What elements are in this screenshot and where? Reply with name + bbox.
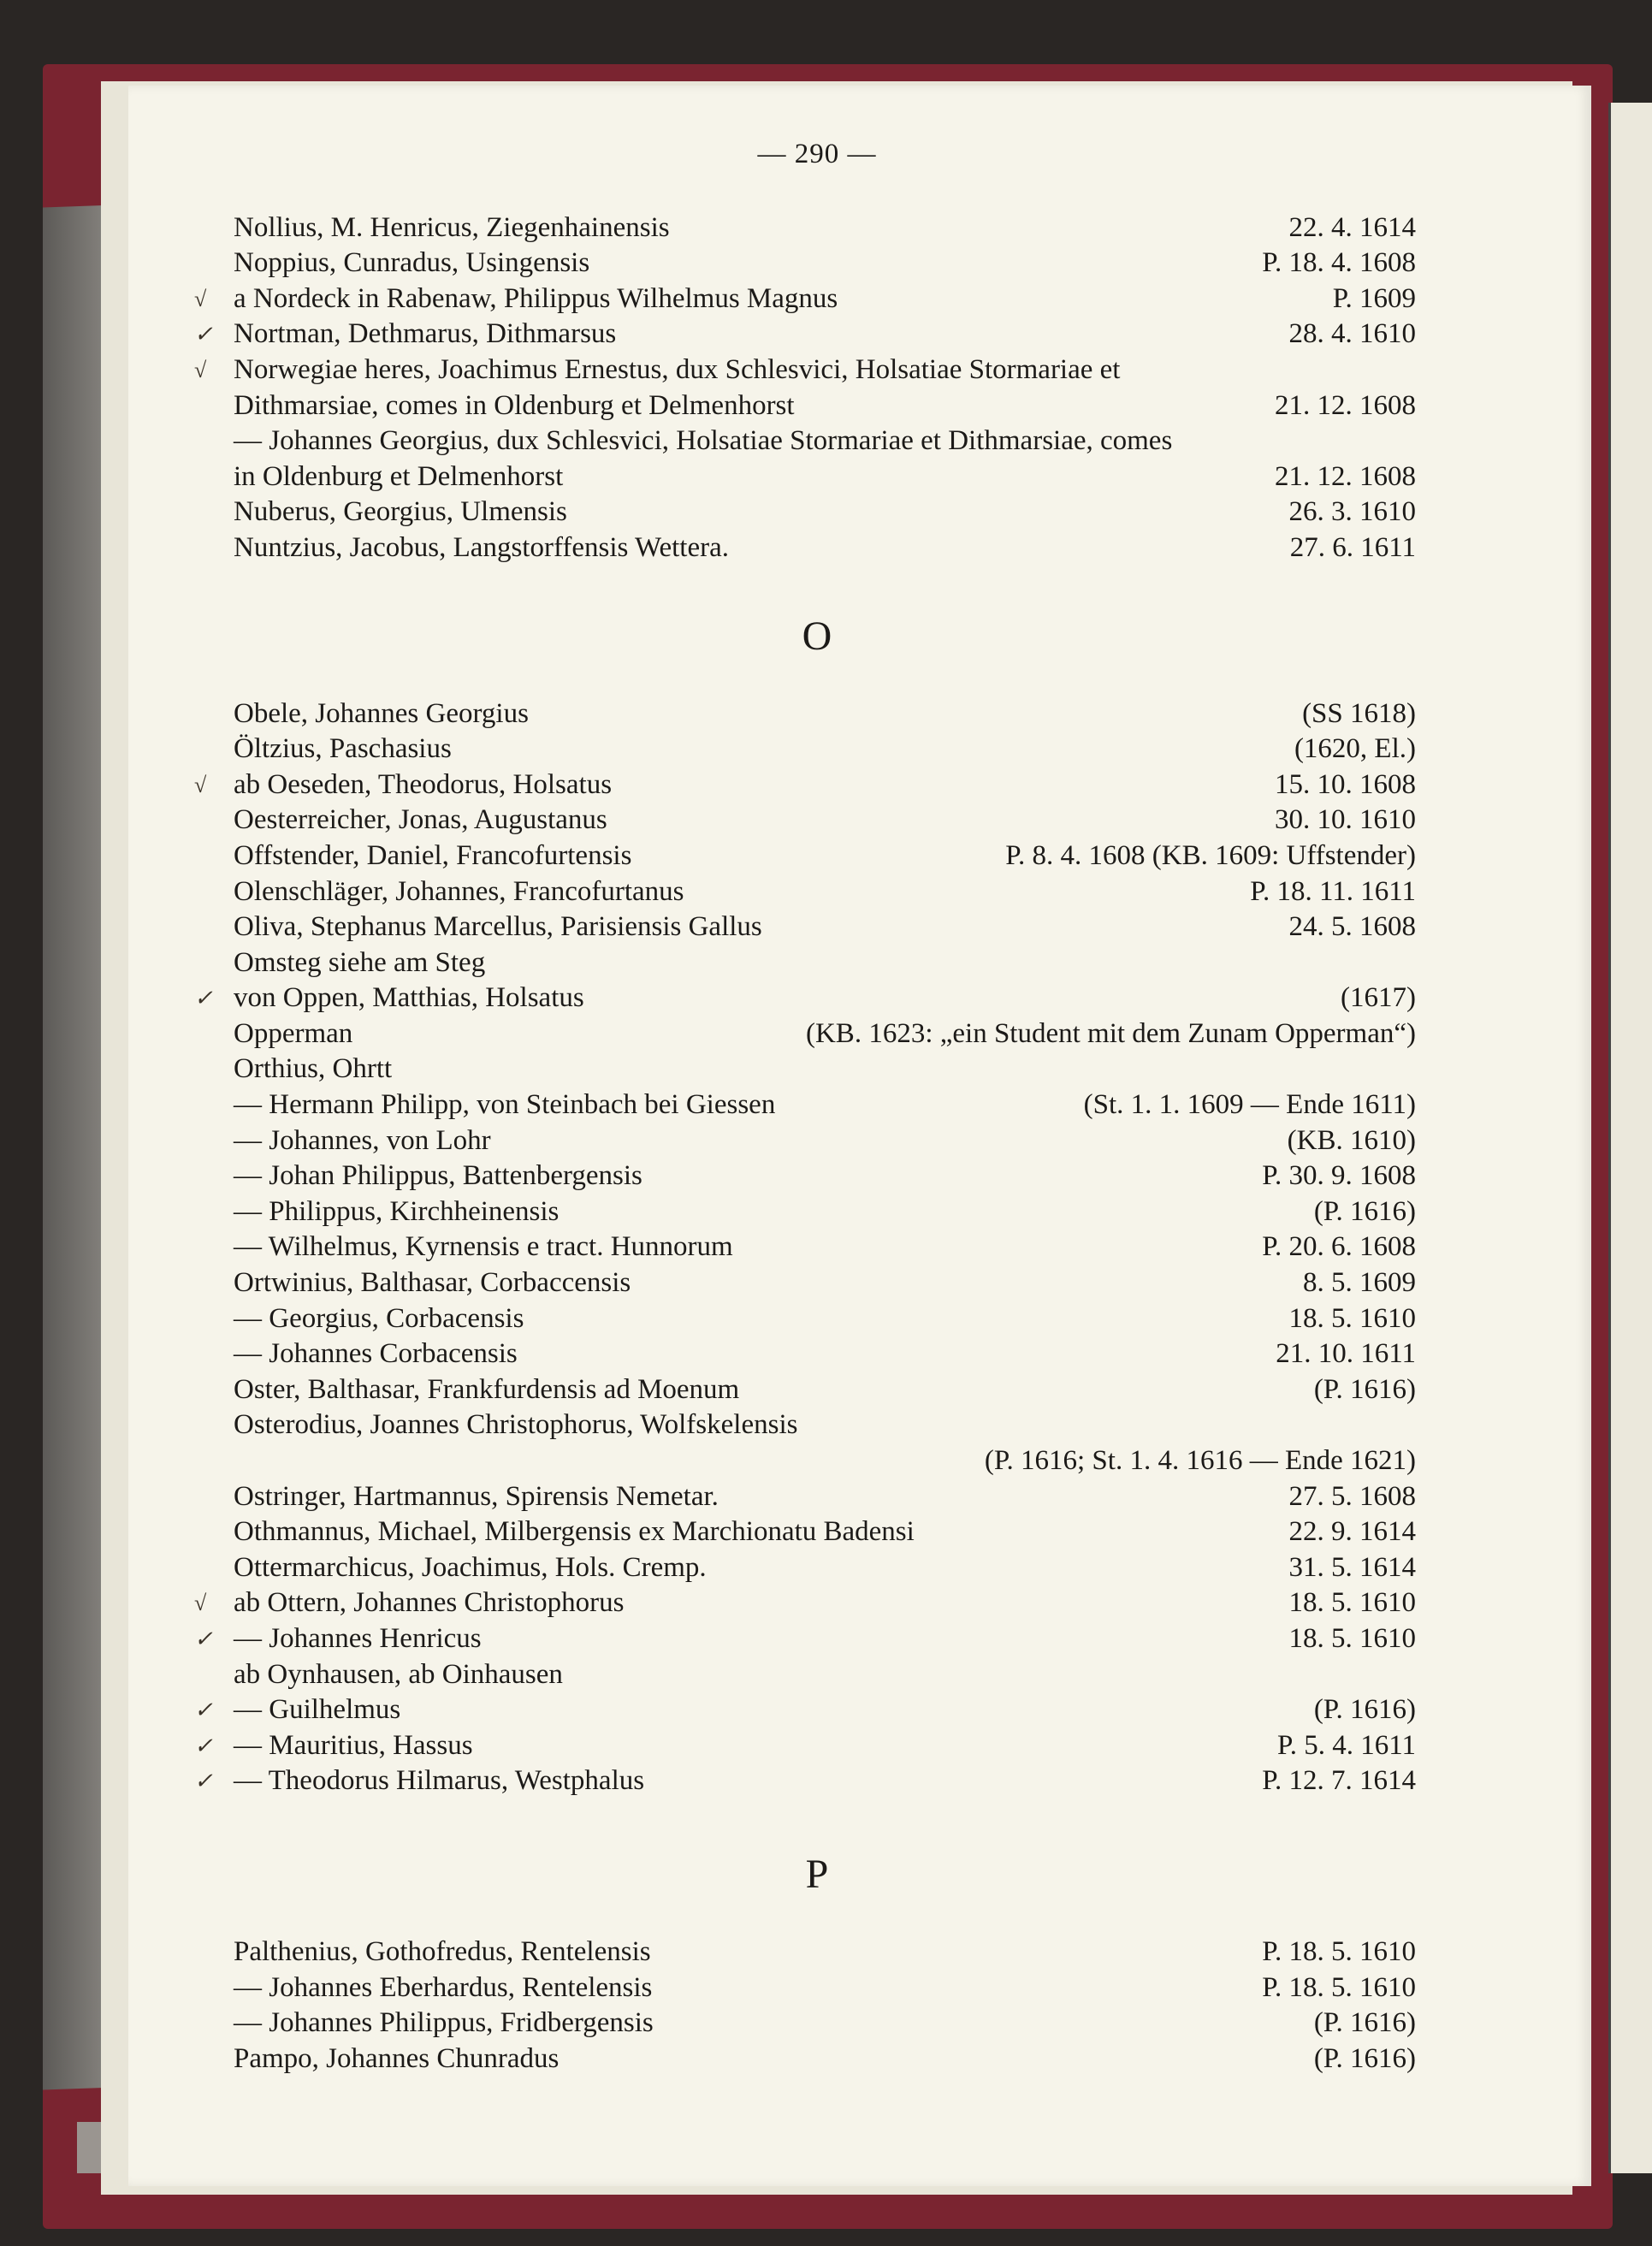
entry-date: 28. 4. 1610 bbox=[1288, 318, 1416, 350]
register-entry bbox=[194, 317, 1416, 353]
entry-name: — Johannes Corbacensis bbox=[234, 1338, 518, 1370]
entry-name: Pampo, Johannes Chunradus bbox=[234, 2042, 560, 2074]
register-entry bbox=[194, 767, 1416, 803]
entry-name: — Hermann Philipp, von Steinbach bei Giessen bbox=[234, 1089, 776, 1121]
entry-date: 22. 4. 1614 bbox=[1288, 211, 1416, 243]
entry-date: (SS 1618) bbox=[1302, 697, 1416, 729]
entry-name: Nuberus, Georgius, Ulmensis bbox=[234, 496, 567, 528]
entry-date: 21. 10. 1611 bbox=[1276, 1338, 1416, 1370]
entry-name: Nollius, M. Henricus, Ziegenhainensis bbox=[234, 211, 670, 243]
register-entry bbox=[218, 210, 1416, 246]
entry-date: P. 1609 bbox=[1332, 282, 1416, 314]
entry-date: 27. 6. 1611 bbox=[1289, 531, 1416, 563]
register-entry bbox=[218, 1657, 1416, 1693]
register-entry bbox=[218, 2042, 1416, 2077]
entry-date: (KB. 1610) bbox=[1287, 1124, 1416, 1156]
entry-name: Ostringer, Hartmannus, Spirensis Nemetar. bbox=[234, 1480, 719, 1512]
entry-date: (P. 1616) bbox=[1313, 1195, 1416, 1227]
entry-name: Nortman, Dethmarus, Dithmarsus bbox=[234, 318, 617, 350]
entry-name: Othmannus, Michael, Milbergensis ex Marchionatu Badensi bbox=[234, 1516, 915, 1548]
entry-date: 8. 5. 1609 bbox=[1303, 1267, 1416, 1299]
entry-name: von Oppen, Matthias, Holsatus bbox=[234, 982, 584, 1014]
entry-date: P. 5. 4. 1611 bbox=[1277, 1729, 1416, 1761]
register-entry bbox=[218, 1514, 1416, 1550]
entry-name: Omsteg siehe am Steg bbox=[234, 946, 486, 978]
entry-name: — Johannes Henricus bbox=[234, 1622, 482, 1654]
entry-name: Norwegiae heres, Joachimus Ernestus, dux Schlesvici, Holsatiae Stormariae et bbox=[234, 353, 1121, 385]
entry-name: Palthenius, Gothofredus, Rentelensis bbox=[234, 1935, 651, 1967]
entry-date: (P. 1616) bbox=[1313, 2042, 1416, 2074]
register-entry bbox=[218, 1407, 1416, 1479]
register-entry bbox=[218, 1301, 1416, 1337]
entry-date: 26. 3. 1610 bbox=[1288, 496, 1416, 528]
entry-date: P. 8. 4. 1608 (KB. 1609: Uffstender) bbox=[1005, 839, 1416, 871]
register-entry bbox=[218, 732, 1416, 767]
entry-name: — Theodorus Hilmarus, Westphalus bbox=[234, 1765, 645, 1797]
entry-name: — Johannes, von Lohr bbox=[234, 1124, 491, 1156]
check-mark-icon: √ bbox=[194, 1591, 207, 1616]
entry-date: 18. 5. 1610 bbox=[1288, 1587, 1416, 1619]
entry-name: Obele, Johannes Georgius bbox=[234, 697, 529, 729]
register-entry bbox=[218, 1159, 1416, 1194]
entry-name: — Wilhelmus, Kyrnensis e tract. Hunnorum bbox=[234, 1231, 733, 1263]
entry-name: Noppius, Cunradus, Usingensis bbox=[234, 247, 590, 279]
register-entry bbox=[218, 1550, 1416, 1586]
entry-date: (P. 1616) bbox=[1313, 1373, 1416, 1405]
entry-name: Oesterreicher, Jonas, Augustanus bbox=[234, 804, 607, 836]
entry-date: P. 20. 6. 1608 bbox=[1262, 1231, 1416, 1263]
entry-continuation: in Oldenburg et Delmenhorst bbox=[234, 460, 564, 492]
register-entry bbox=[218, 1970, 1416, 2006]
entry-name: Orthius, Ohrtt bbox=[234, 1053, 393, 1085]
register-entry bbox=[218, 495, 1416, 530]
register-entry bbox=[194, 1728, 1416, 1764]
register-entry bbox=[194, 1692, 1416, 1728]
entry-date: P. 12. 7. 1614 bbox=[1262, 1765, 1416, 1797]
register-entry bbox=[218, 1336, 1416, 1372]
entry-date: P. 30. 9. 1608 bbox=[1262, 1160, 1416, 1192]
entry-name: ab Oynhausen, ab Oinhausen bbox=[234, 1658, 563, 1690]
entry-date: 18. 5. 1610 bbox=[1288, 1622, 1416, 1654]
entry-name: Nuntzius, Jacobus, Langstorffensis Wettera. bbox=[234, 531, 729, 563]
entry-date: 21. 12. 1608 bbox=[1275, 460, 1416, 492]
entry-name: ab Ottern, Johannes Christophorus bbox=[234, 1587, 625, 1619]
entry-date: 30. 10. 1610 bbox=[1275, 804, 1416, 836]
entry-name: — Georgius, Corbacensis bbox=[234, 1302, 524, 1334]
check-mark-icon: ✓ bbox=[194, 322, 213, 347]
entry-name: — Johannes Eberhardus, Rentelensis bbox=[234, 1971, 653, 2003]
check-mark-icon: √ bbox=[194, 286, 207, 311]
register-entry bbox=[218, 1194, 1416, 1230]
register-entry bbox=[218, 530, 1416, 566]
check-mark-icon: ✓ bbox=[194, 986, 213, 1011]
register-entry bbox=[218, 1123, 1416, 1159]
entry-date: (1617) bbox=[1341, 982, 1416, 1014]
check-mark-icon: ✓ bbox=[194, 1769, 213, 1794]
register-entry bbox=[194, 1585, 1416, 1621]
entry-name: — Guilhelmus bbox=[234, 1694, 401, 1726]
register-entry bbox=[218, 1016, 1416, 1052]
register-sections bbox=[194, 210, 1416, 2077]
entry-date: 18. 5. 1610 bbox=[1288, 1302, 1416, 1334]
register-entry bbox=[218, 1265, 1416, 1301]
register-entry bbox=[218, 1935, 1416, 1970]
entry-date: (1620, El.) bbox=[1294, 733, 1416, 765]
entry-name: — Johan Philippus, Battenbergensis bbox=[234, 1160, 642, 1192]
register-entry bbox=[218, 424, 1416, 495]
check-mark-icon: √ bbox=[194, 772, 207, 797]
entry-name: ab Oeseden, Theodorus, Holsatus bbox=[234, 768, 613, 800]
entry-name: — Mauritius, Hassus bbox=[234, 1729, 473, 1761]
entry-name: — Johannes Georgius, dux Schlesvici, Holsatiae Stormariae et Dithmarsiae, comes bbox=[234, 425, 1173, 457]
entry-name: Oliva, Stephanus Marcellus, Parisiensis Gallus bbox=[234, 911, 762, 943]
check-mark-icon: ✓ bbox=[194, 1733, 213, 1758]
entry-name: Opperman bbox=[234, 1017, 353, 1049]
entry-date: (P. 1616) bbox=[1313, 2007, 1416, 2039]
entry-name: Osterodius, Joannes Christophorus, Wolfskelensis bbox=[234, 1409, 798, 1441]
register-entry bbox=[194, 1763, 1416, 1799]
register-entry bbox=[218, 839, 1416, 874]
entry-name: — Philippus, Kirchheinensis bbox=[234, 1195, 560, 1227]
entry-date: 24. 5. 1608 bbox=[1288, 911, 1416, 943]
register-entry bbox=[218, 1230, 1416, 1265]
register-entry bbox=[218, 945, 1416, 981]
entry-name: Oster, Balthasar, Frankfurdensis ad Moenum bbox=[234, 1373, 740, 1405]
entry-date: P. 18. 5. 1610 bbox=[1262, 1935, 1416, 1967]
entry-name: Olenschläger, Johannes, Francofurtanus bbox=[234, 875, 684, 907]
register-entry bbox=[218, 1087, 1416, 1123]
entry-continuation: Dithmarsiae, comes in Oldenburg et Delmenhorst bbox=[234, 389, 795, 421]
entry-date: 21. 12. 1608 bbox=[1275, 389, 1416, 421]
entry-date: (P. 1616) bbox=[1313, 1694, 1416, 1726]
register-entry bbox=[218, 874, 1416, 910]
register-entry bbox=[218, 696, 1416, 732]
register-entry bbox=[194, 981, 1416, 1016]
entry-name: — Johannes Philippus, Fridbergensis bbox=[234, 2007, 654, 2039]
register-entry bbox=[218, 1479, 1416, 1515]
entry-date: 31. 5. 1614 bbox=[1288, 1551, 1416, 1583]
entry-date: 15. 10. 1608 bbox=[1275, 768, 1416, 800]
check-mark-icon: ✓ bbox=[194, 1626, 213, 1651]
entry-name: Öltzius, Paschasius bbox=[234, 733, 452, 765]
facing-page bbox=[1608, 103, 1652, 2173]
entry-continuation bbox=[218, 1443, 240, 1479]
entry-date: (St. 1. 1. 1609 — Ende 1611) bbox=[1083, 1089, 1416, 1121]
entry-date: (P. 1616; St. 1. 4. 1616 — Ende 1621) bbox=[984, 1445, 1416, 1476]
entry-name: a Nordeck in Rabenaw, Philippus Wilhelmus Magnus bbox=[234, 282, 838, 314]
entry-name: Offstender, Daniel, Francofurtensis bbox=[234, 839, 632, 871]
section-letter: P bbox=[805, 1851, 829, 1897]
entry-date: P. 18. 11. 1611 bbox=[1250, 875, 1416, 907]
section-letter: O bbox=[802, 613, 832, 659]
entry-date: P. 18. 5. 1610 bbox=[1262, 1971, 1416, 2003]
entry-date: (KB. 1623: „ein Student mit dem Zunam Opperman“) bbox=[805, 1017, 1416, 1049]
check-mark-icon: √ bbox=[194, 357, 207, 382]
register-entry bbox=[218, 1372, 1416, 1408]
entry-name: Ottermarchicus, Joachimus, Hols. Cremp. bbox=[234, 1551, 707, 1583]
register-entry bbox=[194, 353, 1416, 424]
register-entry bbox=[218, 910, 1416, 945]
page-content bbox=[194, 137, 1416, 2077]
register-entry bbox=[194, 281, 1416, 317]
entry-date: 27. 5. 1608 bbox=[1288, 1480, 1416, 1512]
check-mark-icon: ✓ bbox=[194, 1698, 213, 1723]
entry-name: Ortwinius, Balthasar, Corbaccensis bbox=[234, 1267, 631, 1299]
register-entry bbox=[218, 803, 1416, 839]
entry-date: 22. 9. 1614 bbox=[1288, 1516, 1416, 1548]
entry-date: P. 18. 4. 1608 bbox=[1262, 247, 1416, 279]
page-number: — 290 — bbox=[757, 139, 877, 169]
register-entry bbox=[218, 2006, 1416, 2042]
register-entry bbox=[194, 1621, 1416, 1657]
register-entry bbox=[218, 246, 1416, 281]
register-entry bbox=[218, 1052, 1416, 1087]
